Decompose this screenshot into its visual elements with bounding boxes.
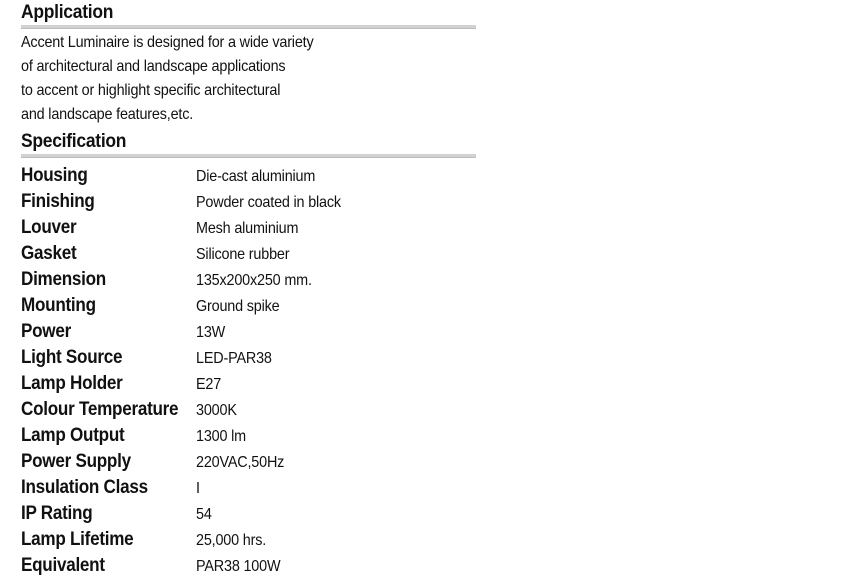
- spec-value: [196, 449, 357, 475]
- spec-label: [21, 319, 196, 345]
- application-line: Accent Luminaire is designed for a wide variety: [21, 34, 314, 51]
- spec-label: [21, 527, 196, 553]
- spec-row-colour-temperature: [21, 397, 357, 423]
- spec-value: [196, 293, 357, 319]
- spec-label: [21, 475, 196, 501]
- spec-row-lamp-output: [21, 423, 357, 449]
- spec-row-insulation-class: [21, 475, 357, 501]
- spec-label-text: Equivalent: [21, 555, 105, 576]
- spec-value-text: Die-cast aluminium: [196, 168, 316, 185]
- spec-value-text: Silicone rubber: [196, 246, 290, 263]
- spec-value: [196, 241, 357, 267]
- spec-label: [21, 163, 196, 189]
- spec-label-text: Insulation Class: [21, 477, 148, 498]
- application-description: [21, 31, 476, 127]
- spec-value-text: 3000K: [196, 402, 237, 419]
- spec-value-text: Mesh aluminium: [196, 220, 299, 237]
- spec-value-text: 220VAC,50Hz: [196, 454, 285, 471]
- spec-row-lamp-holder: [21, 371, 357, 397]
- spec-row-mounting: [21, 293, 357, 319]
- specification-table: [21, 163, 357, 579]
- spec-row-ip-rating: [21, 501, 357, 527]
- spec-label-text: Mounting: [21, 295, 96, 316]
- spec-row-power-supply: [21, 449, 357, 475]
- spec-label: [21, 553, 196, 579]
- spec-value-text: Ground spike: [196, 298, 280, 315]
- spec-label-text: Louver: [21, 217, 77, 238]
- spec-label: [21, 189, 196, 215]
- application-heading: Application: [21, 2, 114, 23]
- spec-label-text: Colour Temperature: [21, 399, 179, 420]
- spec-label-text: Lamp Output: [21, 425, 125, 446]
- spec-label: [21, 371, 196, 397]
- spec-label: [21, 267, 196, 293]
- spec-value-text: LED-PAR38: [196, 350, 272, 367]
- spec-value: [196, 345, 357, 371]
- spec-row-light-source: [21, 345, 357, 371]
- spec-label: [21, 449, 196, 475]
- spec-value: [196, 163, 357, 189]
- spec-label: [21, 345, 196, 371]
- spec-row-lamp-lifetime: [21, 527, 357, 553]
- spec-label-text: Light Source: [21, 347, 123, 368]
- spec-label: [21, 501, 196, 527]
- spec-label: [21, 397, 196, 423]
- spec-value: [196, 267, 357, 293]
- spec-value: [196, 423, 357, 449]
- spec-value-text: Powder coated in black: [196, 194, 341, 211]
- specification-divider: [21, 154, 476, 158]
- spec-label-text: Lamp Lifetime: [21, 529, 134, 550]
- specification-rows: [21, 163, 357, 579]
- spec-label: [21, 293, 196, 319]
- spec-value-text: 135x200x250 mm.: [196, 272, 312, 289]
- spec-label-text: Dimension: [21, 269, 106, 290]
- spec-value: [196, 319, 357, 345]
- spec-row-dimension: [21, 267, 357, 293]
- spec-label-text: Power Supply: [21, 451, 131, 472]
- spec-value: [196, 371, 357, 397]
- spec-label-text: Lamp Holder: [21, 373, 123, 394]
- spec-label: [21, 215, 196, 241]
- spec-label-text: Power: [21, 321, 71, 342]
- spec-row-equivalent: [21, 553, 357, 579]
- spec-value-text: I: [196, 480, 200, 497]
- spec-label-text: Finishing: [21, 191, 95, 212]
- spec-row-housing: [21, 163, 357, 189]
- spec-value-text: 1300 lm: [196, 428, 246, 445]
- spec-value: [196, 553, 357, 579]
- specification-heading: Specification: [21, 131, 127, 152]
- application-line: to accent or highlight specific architectural: [21, 82, 281, 99]
- spec-row-finishing: [21, 189, 357, 215]
- spec-value-text: E27: [196, 376, 222, 393]
- spec-value: [196, 189, 357, 215]
- application-line: and landscape features,etc.: [21, 106, 194, 123]
- spec-label: [21, 241, 196, 267]
- spec-label-text: Housing: [21, 165, 88, 186]
- spec-row-power: [21, 319, 357, 345]
- spec-label-text: Gasket: [21, 243, 77, 264]
- product-spec-sheet: [21, 0, 476, 579]
- spec-row-gasket: [21, 241, 357, 267]
- application-divider: [21, 25, 476, 29]
- spec-label: [21, 423, 196, 449]
- spec-value: [196, 527, 357, 553]
- spec-value: [196, 475, 357, 501]
- spec-value: [196, 215, 357, 241]
- spec-value-text: 13W: [196, 324, 226, 341]
- spec-value: [196, 397, 357, 423]
- spec-label-text: IP Rating: [21, 503, 93, 524]
- spec-value-text: PAR38 100W: [196, 558, 281, 575]
- spec-value-text: 54: [196, 506, 212, 523]
- spec-value-text: 25,000 hrs.: [196, 532, 267, 549]
- spec-row-louver: [21, 215, 357, 241]
- application-line: of architectural and landscape applications: [21, 58, 286, 75]
- spec-value: [196, 501, 357, 527]
